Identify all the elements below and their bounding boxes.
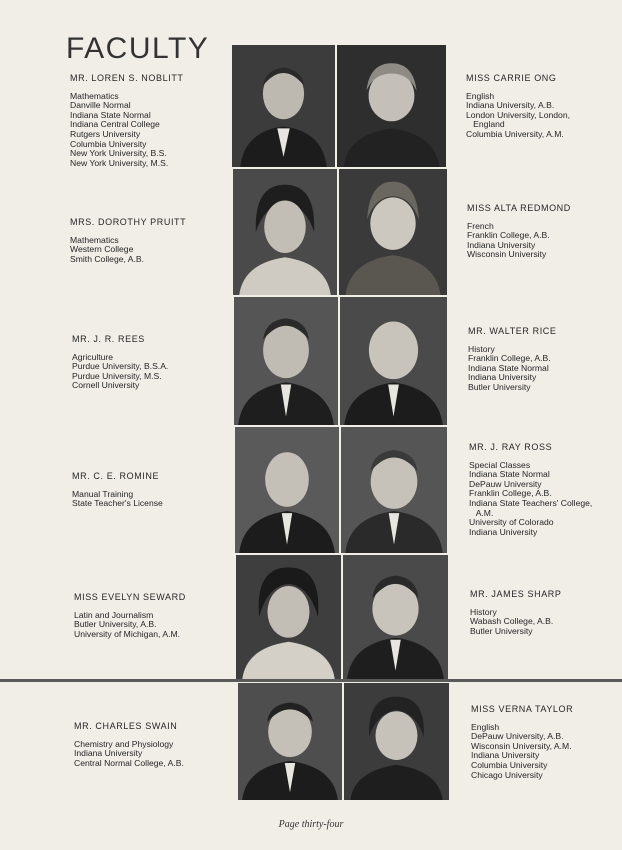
divider-rule — [0, 679, 622, 682]
credential-line: New York University, M.S. — [70, 157, 169, 168]
credential-line: Indiana University — [469, 526, 538, 537]
faculty-name: MR. J. RAY ROSS — [469, 442, 553, 452]
credential-line: Purdue University, M.S. — [72, 370, 162, 381]
faculty-name: MR. J. R. REES — [72, 334, 145, 344]
credential-line: Franklin College, A.B. — [469, 488, 552, 499]
credential-line: Butler University — [470, 625, 533, 636]
credential-line: London University, London, — [466, 109, 570, 120]
credential-line: University of Michigan, A.M. — [74, 628, 181, 639]
credential-line: Danville Normal — [70, 100, 131, 111]
faculty-entry-left — [70, 218, 186, 264]
credential-line: Butler University — [468, 381, 531, 392]
faculty-entry-right — [467, 204, 571, 260]
credential-line: Western College — [70, 244, 134, 255]
credential-line: Columbia University — [471, 759, 548, 770]
page-number: Page thirty-four — [278, 819, 344, 830]
credential-line: New York University, B.S. — [70, 148, 167, 159]
credential-line: Wisconsin University — [467, 249, 547, 260]
credential-line: Indiana State Normal — [70, 109, 151, 120]
credential-line: England — [466, 119, 505, 130]
credential-line: Columbia University, A.M. — [466, 128, 564, 139]
faculty-name: MISS VERNA TAYLOR — [471, 704, 574, 714]
credential-line: English — [466, 90, 495, 101]
faculty-name: MR. JAMES SHARP — [470, 589, 562, 599]
faculty-entry-left — [70, 74, 184, 168]
portrait-photo — [234, 297, 338, 425]
credential-line: Mathematics — [70, 90, 119, 101]
credential-line: Indiana State Teachers' College, — [469, 497, 593, 508]
credential-line: Purdue University, B.S.A. — [72, 361, 169, 372]
portrait-photo — [232, 45, 335, 167]
faculty-entry-right — [468, 327, 557, 393]
credential-line: English — [471, 721, 500, 732]
credential-line: Franklin College, A.B. — [467, 230, 550, 241]
credential-line: Franklin College, A.B. — [468, 353, 551, 364]
credential-line: Central Normal College, A.B. — [74, 757, 184, 768]
faculty-name: MRS. DOROTHY PRUITT — [70, 217, 187, 227]
credential-line: History — [470, 606, 497, 617]
faculty-name: MR. WALTER RICE — [468, 326, 557, 336]
portrait-photo — [238, 683, 342, 800]
portrait-photo — [337, 45, 446, 167]
portrait-photo — [344, 683, 449, 800]
credential-line: Indiana University — [74, 748, 143, 759]
portrait-photo — [233, 169, 337, 295]
credential-line: University of Colorado — [469, 517, 554, 528]
credential-line: Agriculture — [72, 351, 114, 362]
portrait-photo — [341, 427, 447, 553]
credential-line: Chicago University — [471, 769, 543, 780]
faculty-entry-left — [72, 472, 163, 509]
faculty-entry-right — [469, 443, 592, 537]
credential-line: Indiana University — [467, 239, 536, 250]
faculty-name: MISS EVELYN SEWARD — [74, 592, 186, 602]
credential-line: Butler University, A.B. — [74, 619, 157, 630]
faculty-name: MISS ALTA REDMOND — [467, 203, 571, 213]
faculty-entry-right — [470, 590, 562, 636]
credential-line: Special Classes — [469, 459, 531, 470]
credential-line: Cornell University — [72, 380, 140, 391]
credential-line: DePauw University — [469, 478, 542, 489]
credential-line: Indiana University — [471, 750, 540, 761]
credential-line: Chemistry and Physiology — [74, 738, 174, 749]
portrait-photo — [343, 555, 448, 679]
credential-line: A.M. — [469, 507, 494, 518]
credential-line: Mathematics — [70, 234, 119, 245]
page-title: FACULTY — [66, 32, 210, 65]
portrait-photo — [236, 555, 341, 679]
faculty-entry-right — [466, 74, 570, 140]
credential-line: Indiana University, A.B. — [466, 100, 555, 111]
credential-line: Wabash College, A.B. — [470, 616, 554, 627]
portrait-photo — [235, 427, 339, 553]
portrait-photo — [340, 297, 447, 425]
credential-line: Columbia University — [70, 138, 147, 149]
credential-line: Smith College, A.B. — [70, 253, 145, 264]
faculty-name: MR. C. E. ROMINE — [72, 471, 160, 481]
credential-line: DePauw University, A.B. — [471, 731, 564, 742]
credential-line: Manual Training — [72, 488, 134, 499]
credential-line: Indiana State Normal — [468, 362, 549, 373]
faculty-entry-left — [72, 335, 168, 391]
faculty-entry-right — [471, 705, 573, 780]
faculty-name: MR. CHARLES SWAIN — [74, 721, 178, 731]
faculty-name: MR. LOREN S. NOBLITT — [70, 73, 184, 83]
credential-line: Latin and Journalism — [74, 609, 154, 620]
faculty-name: MISS CARRIE ONG — [466, 73, 557, 83]
credential-line: History — [468, 343, 495, 354]
portrait-photo — [339, 169, 447, 295]
credential-line: Indiana Central College — [70, 119, 160, 130]
credential-line: State Teacher's License — [72, 498, 163, 509]
credential-line: Rutgers University — [70, 128, 141, 139]
credential-line: Wisconsin University, A.M. — [471, 740, 572, 751]
faculty-entry-left — [74, 722, 184, 768]
faculty-entry-left — [74, 593, 186, 639]
credential-line: Indiana University — [468, 372, 537, 383]
credential-line: French — [467, 220, 494, 231]
credential-line: Indiana State Normal — [469, 469, 550, 480]
